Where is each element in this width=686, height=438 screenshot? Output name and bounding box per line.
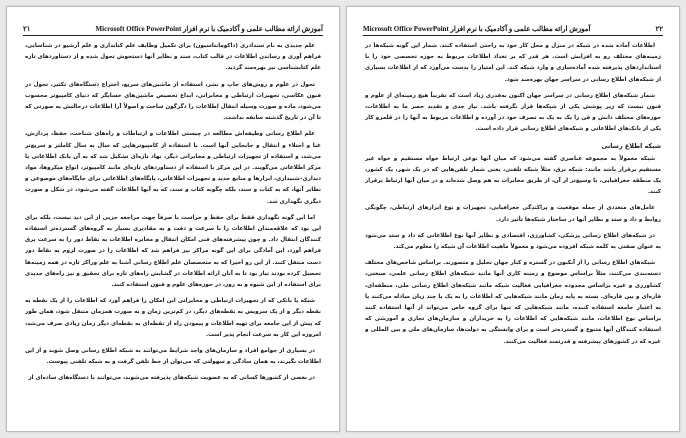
left-page-running-title: آموزش ارائه مطالب علمی و آکادمیک با نرم افزار Microsoft Office PowerPoint <box>95 25 323 33</box>
left-page-body <box>25 41 321 421</box>
right-page-number: ۲۲ <box>655 25 663 33</box>
right-page-header <box>363 21 663 36</box>
paragraph: شمار شبکه‌های اطلاع رسانی در سراسر جهان اکنون به‌قدری زیاد است که تقریباً هیچ زمینه‌ای از علوم و فنون نیست که زیر پوشش یکی از شبکه‌ها قرار نگرفته باشد. نیاز جدی و تقدید حصر ما به اطلاعات، حوزه‌های مختلف دانش و فن را یک به یک به تصرف خود در آورده و اطلاعات مربوط به آنها را در قلمرو کار یکی از بانک‌های اطلاعاتی و شبکه‌های اطلاع رسانی قرار داده است. <box>365 92 661 133</box>
right-page-body <box>365 41 661 421</box>
section-heading: شبکه اطلاع رسانی <box>601 141 661 150</box>
paragraph: اما این گونه نگهداری فقط برای حفظ و حراست یا صرفاً جهت مراجعه جزیی از این دید نیست، بلکه برای این بود که علاقه‌مندان اطلاعات را با سرعت و دقت و به مقادیری بسیار به گروه‌های گسترده‌تر استفاده کنندگان انتقال داد. و چون پیشرفته‌های فنی امکان انتقال و مخابره اطلاعات به نقاط دور را به سرعت برق فراهم آورد، این آمادگی برای این گونه مراکز نیز فراهم شد که اطلاعات را در صورت لزوم به نقاط دور دست منتقل کنند. از این رو اخیرا که به متخصصان علم اطلاع رسانی آشنا به علم وراکز تازه در همه زمینه‌ها تحصیل کرده بودند نیاز بود تا به آنان ارائه اطلاعات در گشایش راه‌های تازه برای تحقیق و نیز راه‌های جدیدی برای استفاده از این شیوه و به روز، در حوزه‌های علوم و فنون استفاده کنند. <box>25 214 321 289</box>
paragraph: در بسیاری از جوامع افراد و سازمان‌های واجد شرایط می‌توانند به شبکه اطلاع رسانی وصل شوند و از این اطلاعات بگیرند، به همان سادگی و سهولتی که می‌توان از خط تلفن گرفت و به شبکه تلفنی پیوست. <box>25 348 321 366</box>
paragraph: در شبکه‌های اطلاع رسانی پزشکی، کشاورزی، اقتصادی و نظایر آنها نوع اطلاعاتی که داد و ستد می‌شود به عنوان صفتی به کلمه شبکه افزوده می‌شود و معمولاً ماهیت اطلاعات آن شبکه را معلوم می‌کند. <box>365 232 661 251</box>
paragraph: علم اطلاع رسانی وظیفه‌اش مطالعه در چیستی اطلاعات و ارتباطات و راه‌های شناخت، حفظ، پردازش، غنا و احتلاء و انتقال و جابجایی آنها است. با استفاده از کامپیوترهایی که سال به سال کاملتر و سریع‌تر می‌شد، و استفاده از تجهیزات ارتباطی و مخابراتی دیگر، نهاد تازه‌ای تشکیل شد که به آن بانک اطلاعاتی یا مرکز اطلاعاتی می‌گویند. در این مرکز با استفاده از دستاوردهای تازه‌ای مانند کامپیوتر، انواع میکروها، مواد دیداری–شنیداری، ابزارها و منابع جدید و تجهیزات اطلاعاتی، پایگاه‌های اطلاعاتی برای جایگاه‌های موضوعی و نظایر آنها، که به کتاب و سند، بلکه چگونه کتاب و سند، که به آنها اطلاعات گفته می‌شود، در شکل و صورت دیگری نگهداری شد. <box>25 131 321 205</box>
left-page-number: ۲۱ <box>23 25 31 33</box>
paragraph: تحول در علوم و روش‌های جاپ و نشر، استفاده از ماشین‌های سریع، اختراع دستگاه‌های تکثیر، تحول در فنون عکاسی، تجهیزات ارتباطی و مخابراتی، ابداع تخصیص ماشین‌های حسابگر که دنیای کامپیوتر محسوب می‌شود، ماده و صورت وسیله انتقال اطلاعات را دگرگون ساخت و اصولاً آرا اطلاعات درحالتش به صورتی که تا آن در تاریخ گذشته سابقه نداشت. <box>25 81 321 122</box>
left-page-header <box>23 21 323 36</box>
paragraph: اطلاعات آماده شده در شبکه در منزل و محل کار خود به راحتی استفاده کنند. شمار این گونه شبکه‌ها در زمینه‌های مختلف رو به افزایش است. هر قدر که بر تعداد اطلاعات مربوط به حوزه تخصصی خود را با استانداردهای پذیرفته شده آماده‌سازی و وارد شبکه کند. این امتیاز را بدست می‌آورد که از اطلاعات بسیاری از شبکه‌های اطلاع رسانی در سراسر جهان بهره‌مند شود. <box>365 43 661 83</box>
paragraph: شبکه‌های اطلاع رسانی را از آنکنون در گستره و کنار جهان تحلیل و متصورند. براساس شاخص‌های مختلف دسته‌بندی می‌کنند، مثلاً براساس موضوع و زمینه کاری آنها مانند شبکه‌های اطلاع رسانی علمی، صنعتی، کشاورزی و غیره براساس محدوده جغرافیایی فعالیت شبکه مانند شبکه‌های اطلاع رسانی ملی، منطقه‌ای، قاره‌ای و بین قاره‌ای. بسته به پایه زمان مانند شبکه‌هایی که اطلاعات را به یک یا چند زبان مبادله می‌کنند یا به اعتبار جامعه استفاده کننده، مانند شبکه‌هایی که تنها برای گروه خاص می‌تواند از آنها استفاده کنند براساس نوع اطلاعات، مانند شبکه‌هایی که اطلاعات را به خریداران و سازمان‌های تجاری و آموزشی که استفاده کنندگان آنها متنوع و گسترده‌تر است و برای وابستگی به دولت‌ها، سازمان‌های ملی و بین المللی و غیره که در کشورهای پیشرفته و قدرتمند فعالیت می‌کنند. <box>365 260 661 345</box>
left-page <box>6 6 340 432</box>
right-page-running-title: آموزش ارائه مطالب علمی و آکادمیک با نرم افزار Microsoft Office PowerPoint <box>363 25 591 33</box>
paragraph: شبکه یا بانکی که از تجهیزات ارتباطی و مخابراتی این امکان را فراهم آورد که اطلاعات را از یک نقطه به نقطه دیگر و از یک سرویس به نقطه‌های دیگر، در کم‌ترین زمان و به صورت همزمان منتقل شود، همان طور که پیش از این جامعه برای تهیه اطلاعات و پیمودن راه از نقطه‌ای به نقطه‌ای دیگر زمان زیادی صرف می‌شد، امروزه این کار به سرعت انجام پذیر است. <box>25 298 321 338</box>
paragraph: در بعضی از کشورها کسانی که به عضویت شبکه‌های پذیرفته می‌شوند، می‌توانند با دستگاه‌های ساده‌ای از <box>28 375 315 382</box>
right-page <box>346 6 680 432</box>
paragraph: شبکه معمولاً به مجموعه عناصری گفته می‌شود که میان آنها نوعی ارتباط خواه مستقیم و خواه غیر مستقیم برقرار باشد مانند: شبکه برق، مثلاً شبکه تلفنی، یعنی شمار تلفن‌هایی که در یک شهر، یک کشور، یک منطقه جغرافیایی، یا وسیع‌تر از آن، از طریق مخابرات به هم وصل شده‌اند و در میان آنها ارتباط برقرار کنند. <box>365 155 661 196</box>
paragraph: عامل‌های متعددی از جمله موقعیت و پراکندگی جغرافیایی، تجهیزات و نوع ابزارهای ارتباطی، چگونگی روابط و داد و ستد و نظایر آنها در ساختار شبکه‌ها تأثیر دارد. <box>365 205 661 223</box>
paragraph: علم جدیدی به نام سندادری (داکومانتاسیون) برای تکمیل وظایف علم کتابداری و علم آرشیو در شناسایی، فراهم آوری و رساندن اطلاعات در قالب کتاب، سند و نظایر آنها دستخوش تحول شده و از دستاوردهای تازه علم کتابشناسی نیز بهره‌مند گردید. <box>25 43 321 72</box>
